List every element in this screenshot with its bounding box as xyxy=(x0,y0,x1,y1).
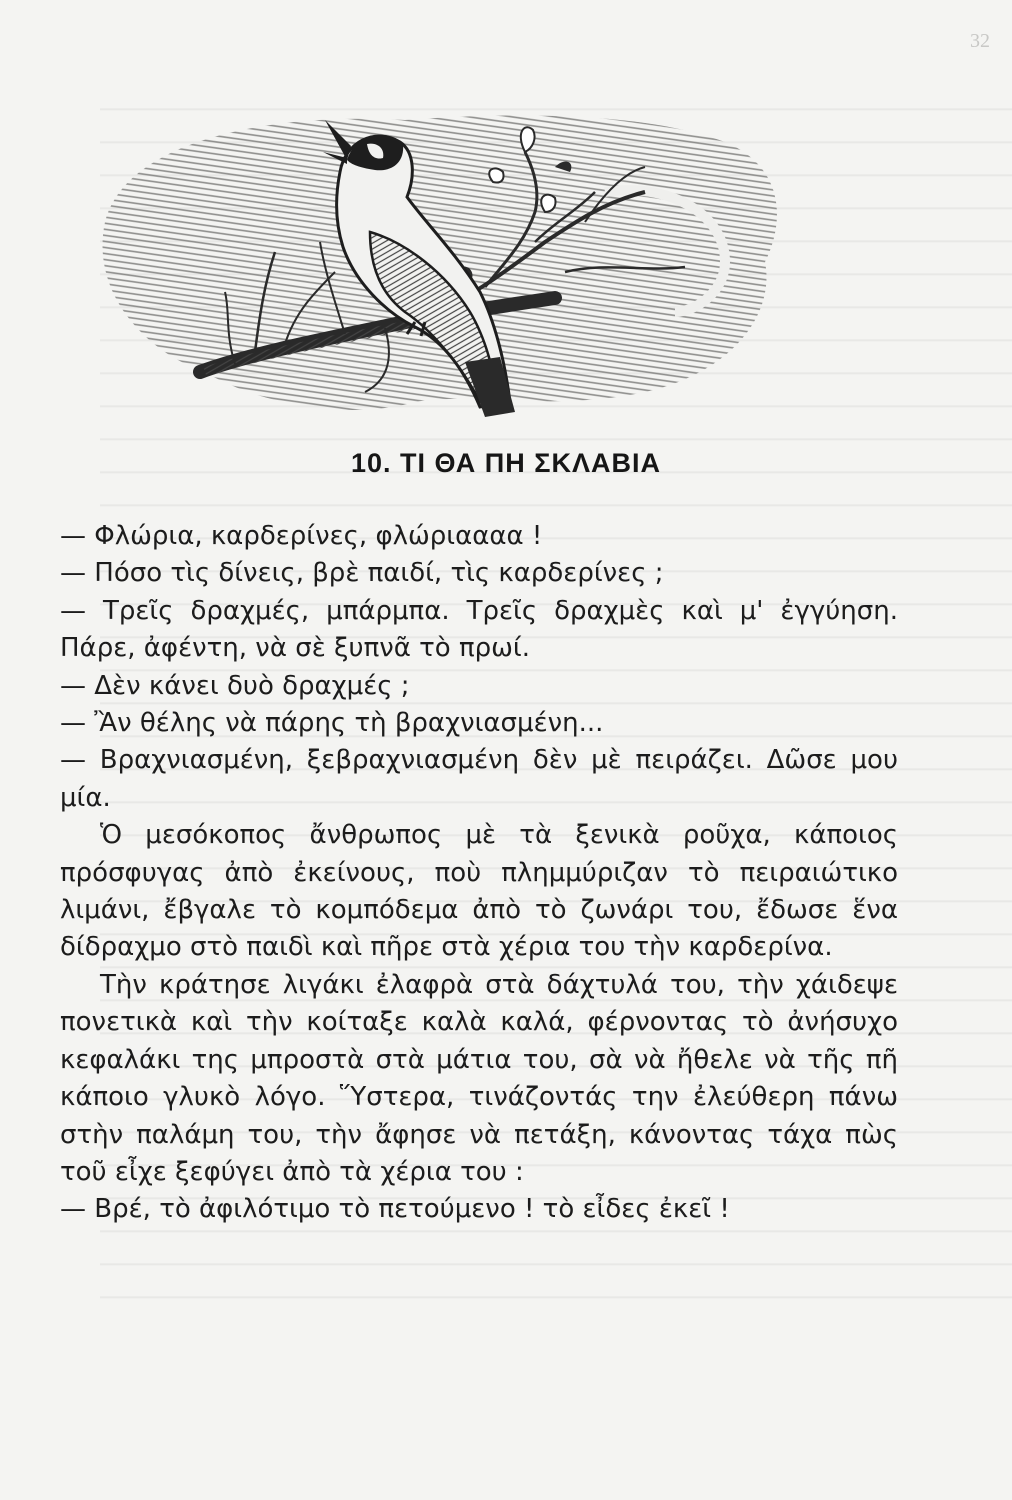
dialog-line: — Φλώρια, καρδερίνες, φλώριαααα ! xyxy=(60,521,543,551)
goldfinch-on-branch-icon xyxy=(85,72,785,432)
narrative-paragraph: Ὁ μεσόκοπος ἄνθρωπος μὲ τὰ ξενικὰ ροῦχα, κάποιος πρόσφυγας ἀπὸ ἐκείνους, ποὺ πλημμύριζαν τὸ πειραιώτικο λιμάνι, ἔβγαλε τὸ κομπόδεμα ἀπὸ τὸ ζωνάρι του, ἔδωσε ἕνα δίδραχμο στὸ παιδὶ καὶ πῆρε στὰ χέρια του τὴν καρδερίνα. xyxy=(60,820,898,963)
chapter-title: 10. ΤΙ ΘΑ ΠΗ ΣΚΛΑΒΙΑ xyxy=(350,448,661,478)
page-number: 32 xyxy=(970,30,990,52)
goldfinch-illustration xyxy=(85,72,785,432)
dialog-line: — Πόσο τὶς δίνεις, βρὲ παιδί, τὶς καρδερίνες ; xyxy=(60,558,664,589)
dialog-line: — Βραχνιασμένη, ξεβραχνιασμένη δὲν μὲ πειράζει. Δῶσε μου μία. xyxy=(60,745,898,813)
dialog-line: — Βρέ, τὸ ἀφιλότιμο τὸ πετούμενο ! τὸ εἶδες ἐκεῖ ! xyxy=(60,1194,730,1225)
dialog-line: — Τρεῖς δραχμές, μπάρμπα. Τρεῖς δραχμὲς καὶ μ' ἐγγύηση. Πάρε, ἀφέντη, νὰ σὲ ξυπνᾶ τὸ πρωί. xyxy=(60,595,898,664)
dialog-line: — Δὲν κάνει δυὸ δραχμές ; xyxy=(60,670,410,701)
dialog-line: — Ἂν θέλης νὰ πάρης τὴ βραχνιασμένη... xyxy=(60,708,604,739)
narrative-paragraph: Τὴν κράτησε λιγάκι ἐλαφρὰ στὰ δάχτυλά του, τὴν χάιδεψε πονετικὰ καὶ τὴν κοίταξε καλὰ καλά, φέρνοντας τὸ ἀνήσυχο κεφαλάκι της μπροστὰ στὰ μάτια του, σὰ νὰ ἤθελε νὰ τῆς πῆ κάποιο γλυκὸ λόγο. Ὕστερα, τινάζοντάς την ἐλεύθερη πάνω στὴν παλάμη του, τὴν ἄφησε νὰ πετάξη, κάνοντας τάχα πὼς τοῦ εἶχε ξεφύγει ἀπὸ τὰ χέρια του : xyxy=(60,969,898,1187)
story-text xyxy=(60,518,898,1229)
